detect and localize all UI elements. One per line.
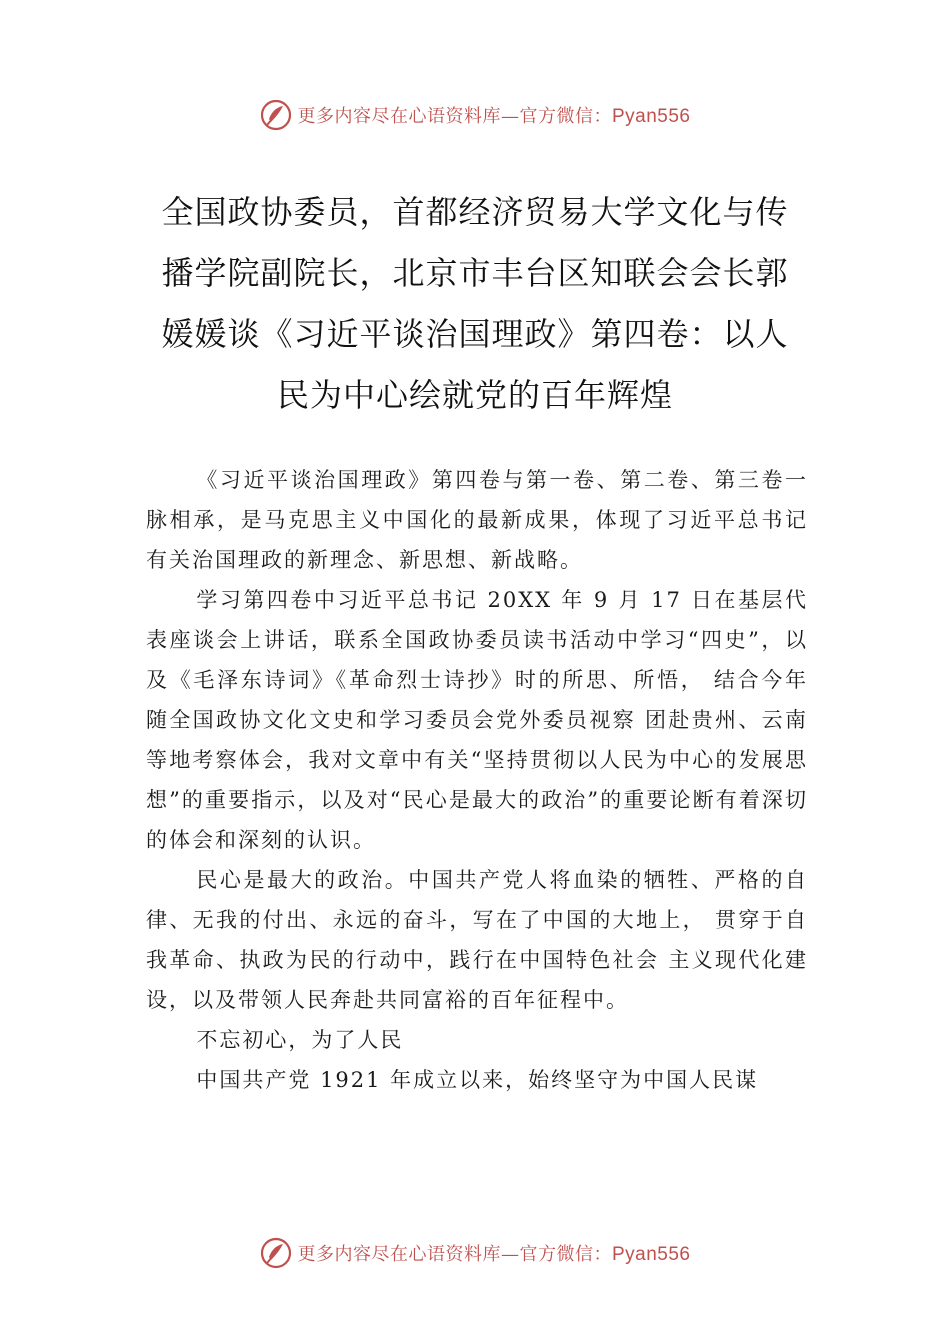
wechat-id: Pyan556 — [611, 106, 691, 127]
page-title: 全国政协委员，首都经济贸易大学文化与传播学院副院长，北京市丰台区知联会会长郭媛媛谈《习近平谈治国理政》第四卷：以人民为中心绘就党的百年辉煌 — [161, 193, 789, 414]
paragraph: 学习第四卷中习近平总书记 20XX 年 9 月 17 日在基层代表座谈会上讲话，联系全国政协委员读书活动中学习“四史”，以及《毛泽东诗词》《革命烈士诗抄》时的所思、所悟， 结合今年随全国政协文化文史和学习委员会党外委员视察 团赴贵州、云南等地考察体会，我对文章中有关“坚持贯彻以人民为中心的发展思想”的重要指示，以及对“民心是最大的政治”的重要论断有着深切的体会和深刻的认识。 — [146, 588, 808, 852]
banner-text: 更多内容尽在心语资料库—官方微信：Pyan556 — [297, 1244, 691, 1265]
paragraph: 中国共产党 1921 年成立以来，始终坚守为中国人民谋 — [196, 1068, 759, 1092]
article-body — [146, 460, 808, 1100]
section-heading: 不忘初心，为了人民 — [196, 1028, 404, 1052]
footer-banner — [0, 1233, 950, 1273]
header-banner — [0, 95, 950, 135]
paragraph: 《习近平谈治国理政》第四卷与第一卷、第二卷、第三卷一脉相承，是马克思主义中国化的最新成果，体现了习近平总书记有关治国理政的新理念、新思想、新战略。 — [146, 468, 808, 572]
paragraph: 民心是最大的政治。中国共产党人将血染的牺牲、严格的自律、无我的付出、永远的奋斗，写在了中国的大地上， 贯穿于自我革命、执政为民的行动中，践行在中国特色社会 主义现代化建设，以及带领人民奔赴共同富裕的百年征程中。 — [146, 868, 808, 1012]
logo-icon — [259, 98, 293, 132]
logo-icon — [259, 1236, 293, 1270]
wechat-id: Pyan556 — [611, 1244, 691, 1265]
banner-text: 更多内容尽在心语资料库—官方微信：Pyan556 — [297, 106, 691, 127]
